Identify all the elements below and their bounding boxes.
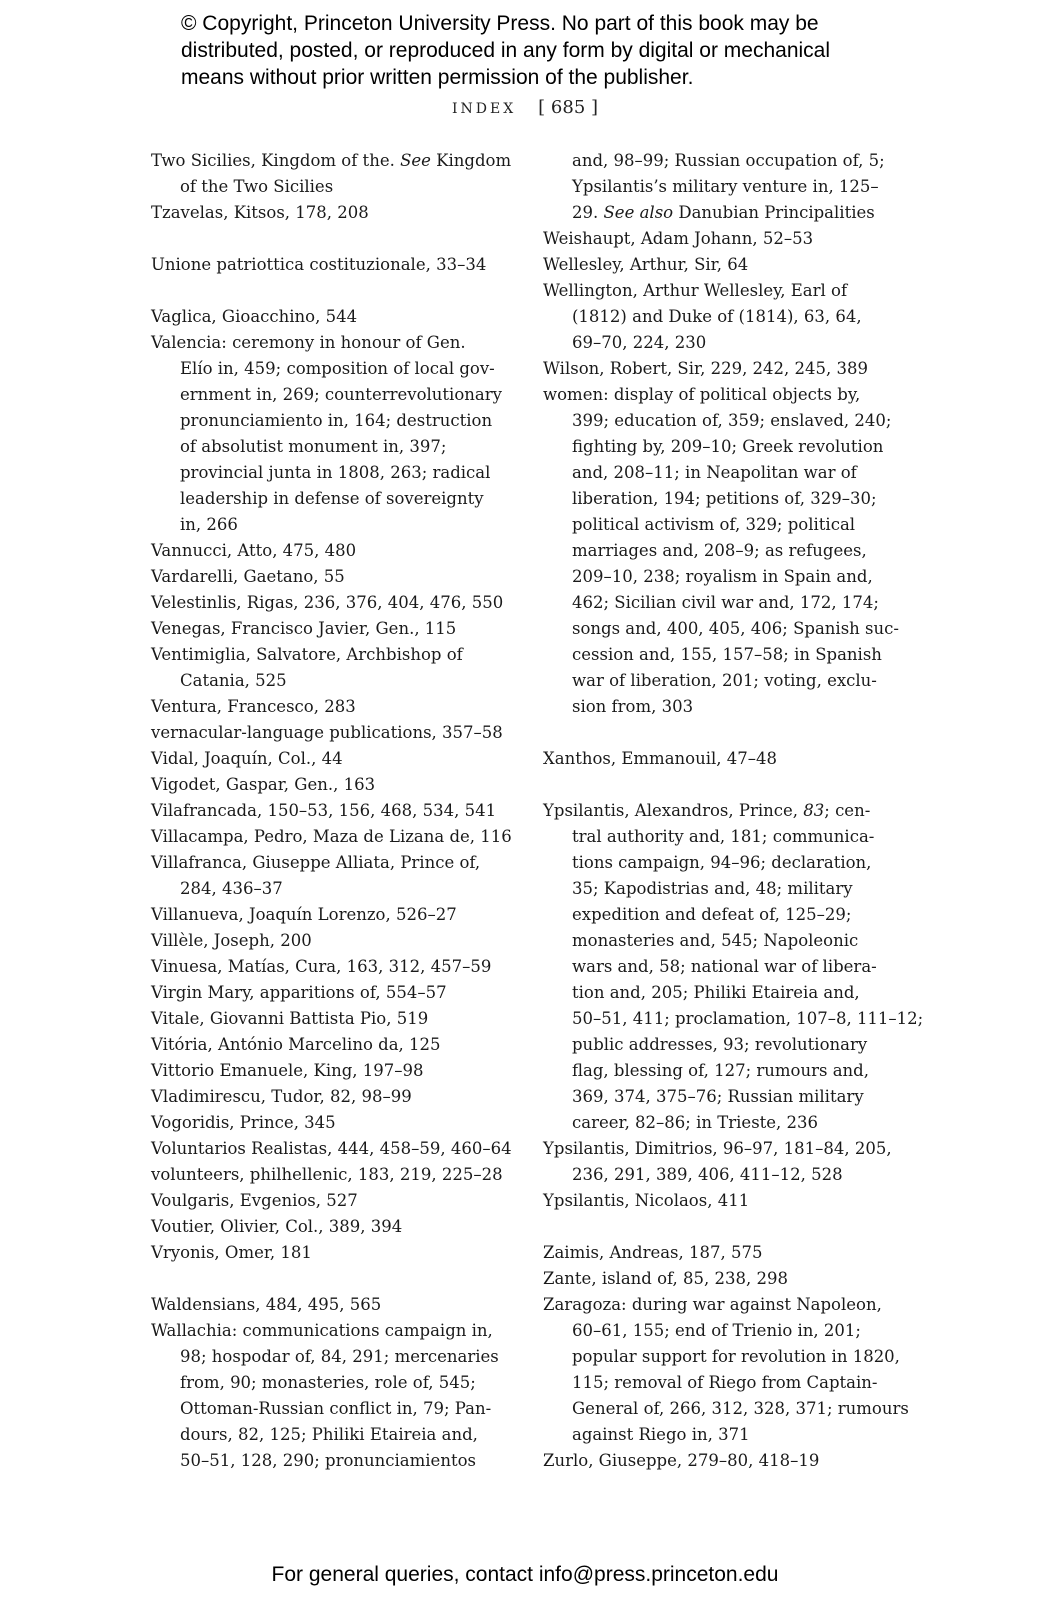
index-text: political activism of, 329; political — [572, 515, 856, 534]
index-text: Wellesley, Arthur, Sir, 64 — [543, 255, 749, 274]
index-subentry-line — [151, 1396, 511, 1422]
index-subentry-line — [543, 954, 903, 980]
index-text: in, 266 — [180, 515, 238, 534]
index-subentry-line — [543, 824, 903, 850]
running-head — [0, 97, 1050, 118]
index-text: Ventimiglia, Salvatore, Archbishop of — [151, 645, 463, 664]
index-subentry-line — [151, 1370, 511, 1396]
index-text: Venegas, Francisco Javier, Gen., 115 — [151, 619, 457, 638]
index-subentry-line — [151, 460, 511, 486]
index-subentry-line — [151, 1422, 511, 1448]
index-text: 209–10, 238; royalism in Spain and, — [572, 567, 873, 586]
index-text: Vigodet, Gaspar, Gen., 163 — [151, 775, 376, 794]
index-subentry-line — [543, 200, 903, 226]
index-subentry-line — [543, 980, 903, 1006]
index-subentry-line — [543, 538, 903, 564]
index-text: Vannucci, Atto, 475, 480 — [151, 541, 357, 560]
index-entry-line — [151, 746, 511, 772]
index-entry-line — [151, 720, 511, 746]
index-text: Vladimirescu, Tudor, 82, 98–99 — [151, 1087, 412, 1106]
index-text: Vogoridis, Prince, 345 — [151, 1113, 336, 1132]
index-text: 50–51, 128, 290; pronunciamientos — [180, 1451, 476, 1470]
footer-contact: For general queries, contact info@press.princeton.edu — [271, 1563, 779, 1586]
index-entry-line — [151, 1162, 511, 1188]
index-text: pronunciamiento in, 164; destruction — [180, 411, 493, 430]
index-text: Ventura, Francesco, 283 — [151, 697, 356, 716]
index-text: Ypsilantis, Alexandros, Prince, — [543, 801, 804, 820]
index-text: war of liberation, 201; voting, exclu- — [572, 671, 877, 690]
index-entry-line — [151, 1240, 511, 1266]
index-text: 369, 374, 375–76; Russian military — [572, 1087, 864, 1106]
index-text: Vidal, Joaquín, Col., 44 — [151, 749, 343, 768]
index-blank-line — [151, 278, 511, 304]
index-subentry-line — [543, 668, 903, 694]
index-text: flag, blessing of, 127; rumours and, — [572, 1061, 869, 1080]
index-text: Zaragoza: during war against Napoleon, — [543, 1295, 882, 1314]
index-entry-line — [151, 1084, 511, 1110]
index-text: career, 82–86; in Trieste, 236 — [572, 1113, 819, 1132]
index-subentry-line — [543, 1006, 924, 1032]
index-text: and, 208–11; in Neapolitan war of — [572, 463, 857, 482]
index-text: 236, 291, 389, 406, 411–12, 528 — [572, 1165, 843, 1184]
index-subentry-line — [543, 148, 903, 174]
index-text: tral authority and, 181; communica- — [572, 827, 875, 846]
index-italic-text: See — [400, 151, 431, 170]
index-text: Ypsilantis, Nicolaos, 411 — [543, 1191, 750, 1210]
index-text: Zurlo, Giuseppe, 279–80, 418–19 — [543, 1451, 820, 1470]
index-subentry-line — [543, 1344, 903, 1370]
index-text: of the Two Sicilies — [180, 177, 334, 196]
index-text: Wilson, Robert, Sir, 229, 242, 245, 389 — [543, 359, 869, 378]
index-text: expedition and defeat of, 125–29; — [572, 905, 852, 924]
index-entry-line — [151, 564, 511, 590]
index-text: 29. — [572, 203, 604, 222]
index-subentry-line — [151, 512, 511, 538]
index-text: tion and, 205; Philiki Etaireia and, — [572, 983, 860, 1002]
index-subentry-line — [543, 486, 903, 512]
index-entry-line — [543, 252, 903, 278]
index-entry-line — [543, 1136, 903, 1162]
index-entry-line — [151, 824, 511, 850]
index-entry-line — [151, 1058, 511, 1084]
index-entry-line — [543, 1240, 903, 1266]
index-entry-line — [151, 304, 511, 330]
index-text: General of, 266, 312, 328, 371; rumours — [572, 1399, 909, 1418]
index-entry-line — [543, 1266, 903, 1292]
index-entry-line — [543, 1188, 903, 1214]
index-text: Unione patriottica costituzionale, 33–34 — [151, 255, 487, 274]
index-entry-line — [151, 1292, 511, 1318]
index-subentry-line — [543, 902, 903, 928]
index-subentry-line — [543, 330, 903, 356]
index-text: public addresses, 93; revolutionary — [572, 1035, 868, 1054]
index-subentry-line — [151, 174, 511, 200]
index-entry-line — [543, 382, 903, 408]
index-text: 284, 436–37 — [180, 879, 283, 898]
index-entry-line — [151, 798, 511, 824]
index-text: Vittorio Emanuele, King, 197–98 — [151, 1061, 424, 1080]
index-text: Wallachia: communications campaign in, — [151, 1321, 493, 1340]
index-italic-text: See also — [603, 203, 674, 222]
index-blank-line — [151, 226, 511, 252]
page-number: [ 685 ] — [538, 97, 599, 118]
index-entry-line — [151, 252, 511, 278]
index-subentry-line — [543, 590, 903, 616]
index-subentry-line — [151, 434, 511, 460]
index-entry-line — [151, 616, 511, 642]
index-text: Zante, island of, 85, 238, 298 — [543, 1269, 789, 1288]
index-subentry-line — [543, 1396, 909, 1422]
index-text: Tzavelas, Kitsos, 178, 208 — [151, 203, 369, 222]
index-text: Villacampa, Pedro, Maza de Lizana de, 116 — [151, 827, 512, 846]
copyright-line: means without prior written permission of the publisher. — [181, 66, 694, 89]
index-subentry-line — [543, 928, 903, 954]
index-text: Elío in, 459; composition of local gov- — [180, 359, 495, 378]
index-subentry-line — [543, 1058, 903, 1084]
index-text: Villanueva, Joaquín Lorenzo, 526–27 — [151, 905, 457, 924]
index-text: (1812) and Duke of (1814), 63, 64, — [572, 307, 862, 326]
index-text: Vaglica, Gioacchino, 544 — [151, 307, 358, 326]
index-text: Ottoman-Russian conflict in, 79; Pan- — [180, 1399, 492, 1418]
index-entry-line — [151, 902, 511, 928]
index-text: Villafranca, Giuseppe Alliata, Prince of, — [151, 853, 481, 872]
copyright-line: distributed, posted, or reproduced in any form by digital or mechanical — [181, 39, 831, 62]
index-text: leadership in defense of sovereignty — [180, 489, 484, 508]
index-text: Velestinlis, Rigas, 236, 376, 404, 476, 550 — [151, 593, 504, 612]
index-subentry-line — [543, 876, 903, 902]
index-subentry-line — [543, 1318, 903, 1344]
index-subentry-line — [543, 642, 903, 668]
index-column-right — [543, 148, 924, 1474]
index-text: dours, 82, 125; Philiki Etaireia and, — [180, 1425, 478, 1444]
index-entry-line — [151, 1006, 511, 1032]
index-entry-line — [151, 1318, 511, 1344]
index-subentry-line — [151, 382, 511, 408]
index-text: Wellington, Arthur Wellesley, Earl of — [543, 281, 848, 300]
running-head-label: INDEX — [451, 101, 517, 117]
index-subentry-line — [151, 876, 511, 902]
index-subentry-line — [543, 1084, 903, 1110]
index-text: Weishaupt, Adam Johann, 52–53 — [543, 229, 814, 248]
index-text: 115; removal of Riego from Captain- — [572, 1373, 878, 1392]
index-text: tions campaign, 94–96; declaration, — [572, 853, 872, 872]
index-text: 69–70, 224, 230 — [572, 333, 707, 352]
index-entry-line — [151, 1032, 511, 1058]
index-entry-line — [543, 746, 903, 772]
index-entry-line — [151, 850, 511, 876]
index-subentry-line — [543, 174, 903, 200]
index-subentry-line — [543, 1422, 903, 1448]
index-text: Vryonis, Omer, 181 — [151, 1243, 312, 1262]
index-subentry-line — [543, 564, 903, 590]
index-text: cession and, 155, 157–58; in Spanish — [572, 645, 882, 664]
index-entry-line — [151, 590, 511, 616]
index-entry-line — [151, 772, 511, 798]
index-entry-line — [151, 1188, 511, 1214]
copyright-line: © Copyright, Princeton University Press. No part of this book may be — [181, 12, 819, 35]
index-text: provincial junta in 1808, 263; radical — [180, 463, 491, 482]
index-entry-line — [543, 798, 903, 824]
index-subentry-line — [151, 1448, 511, 1474]
index-text: Vitória, António Marcelino da, 125 — [151, 1035, 441, 1054]
index-text: Zaimis, Andreas, 187, 575 — [543, 1243, 763, 1262]
index-blank-line — [543, 720, 903, 746]
index-text: Vinuesa, Matías, Cura, 163, 312, 457–59 — [151, 957, 492, 976]
index-text: 399; education of, 359; enslaved, 240; — [572, 411, 892, 430]
index-entry-line — [543, 1292, 903, 1318]
index-text: Xanthos, Emmanouil, 47–48 — [543, 749, 778, 768]
index-entry-line — [151, 928, 511, 954]
index-entry-line — [151, 330, 511, 356]
index-text: Voluntarios Realistas, 444, 458–59, 460–64 — [151, 1139, 512, 1158]
index-entry-line — [151, 148, 511, 174]
index-entry-line — [543, 278, 903, 304]
index-text: Vardarelli, Gaetano, 55 — [151, 567, 345, 586]
index-text: Danubian Principalities — [673, 203, 875, 222]
index-text: 35; Kapodistrias and, 48; military — [572, 879, 853, 898]
index-subentry-line — [151, 356, 511, 382]
index-text: of absolutist monument in, 397; — [180, 437, 447, 456]
index-text: monasteries and, 545; Napoleonic — [572, 931, 859, 950]
index-subentry-line — [151, 668, 511, 694]
index-text: Virgin Mary, apparitions of, 554–57 — [151, 983, 447, 1002]
index-subentry-line — [543, 850, 903, 876]
index-subentry-line — [151, 486, 511, 512]
index-text: popular support for revolution in 1820, — [572, 1347, 900, 1366]
index-entry-line — [543, 356, 903, 382]
index-subentry-line — [543, 694, 903, 720]
index-entry-line — [151, 1136, 511, 1162]
index-entry-line — [151, 694, 511, 720]
index-text: Vilafrancada, 150–53, 156, 468, 534, 541 — [151, 801, 497, 820]
index-text: sion from, 303 — [572, 697, 694, 716]
index-blank-line — [543, 1214, 903, 1240]
index-text: Voulgaris, Evgenios, 527 — [151, 1191, 358, 1210]
index-entry-line — [151, 954, 511, 980]
index-text: songs and, 400, 405, 406; Spanish suc- — [572, 619, 899, 638]
index-subentry-line — [543, 1162, 903, 1188]
index-text: 50–51, 411; proclamation, 107–8, 111–12; — [572, 1009, 924, 1028]
index-subentry-line — [543, 460, 903, 486]
index-text: and, 98–99; Russian occupation of, 5; — [572, 151, 885, 170]
index-subentry-line — [151, 408, 511, 434]
index-subentry-line — [543, 1110, 903, 1136]
index-text: 462; Sicilian civil war and, 172, 174; — [572, 593, 879, 612]
index-text: women: display of political objects by, — [543, 385, 861, 404]
index-subentry-line — [543, 1370, 903, 1396]
index-subentry-line — [543, 408, 903, 434]
index-text: against Riego in, 371 — [572, 1425, 750, 1444]
index-text: Voutier, Olivier, Col., 389, 394 — [151, 1217, 403, 1236]
index-entry-line — [151, 200, 511, 226]
index-text: Villèle, Joseph, 200 — [151, 931, 312, 950]
index-text: liberation, 194; petitions of, 329–30; — [572, 489, 877, 508]
index-text: Ypsilantis, Dimitrios, 96–97, 181–84, 205, — [543, 1139, 892, 1158]
index-entry-line — [151, 980, 511, 1006]
index-text: marriages and, 208–9; as refugees, — [572, 541, 867, 560]
index-subentry-line — [543, 304, 903, 330]
index-text: ernment in, 269; counterrevolutionary — [180, 385, 502, 404]
index-text: fighting by, 209–10; Greek revolution — [572, 437, 884, 456]
index-blank-line — [543, 772, 903, 798]
index-text: 60–61, 155; end of Trienio in, 201; — [572, 1321, 861, 1340]
index-entry-line — [543, 226, 903, 252]
index-subentry-line — [543, 616, 903, 642]
index-text: ; cen- — [824, 801, 871, 820]
index-text: Valencia: ceremony in honour of Gen. — [151, 333, 466, 352]
index-subentry-line — [151, 1344, 511, 1370]
copyright-notice — [181, 10, 901, 91]
index-text: 98; hospodar of, 84, 291; mercenaries — [180, 1347, 499, 1366]
index-text: Ypsilantis’s military venture in, 125– — [572, 177, 879, 196]
index-column-left — [151, 148, 511, 1474]
index-entry-line — [151, 1214, 511, 1240]
index-italic-text: 83 — [803, 801, 825, 820]
index-subentry-line — [543, 1032, 903, 1058]
index-text: Two Sicilies, Kingdom of the. — [151, 151, 401, 170]
index-text: vernacular-language publications, 357–58 — [151, 723, 503, 742]
index-text: Vitale, Giovanni Battista Pio, 519 — [151, 1009, 429, 1028]
index-text: Waldensians, 484, 495, 565 — [151, 1295, 382, 1314]
index-entry-line — [151, 642, 511, 668]
index-subentry-line — [543, 512, 903, 538]
index-text: Kingdom — [430, 151, 512, 170]
index-entry-line — [151, 1110, 511, 1136]
index-blank-line — [151, 1266, 511, 1292]
index-text: from, 90; monasteries, role of, 545; — [180, 1373, 476, 1392]
index-text: Catania, 525 — [180, 671, 287, 690]
index-text: wars and, 58; national war of libera- — [572, 957, 877, 976]
index-text: volunteers, philhellenic, 183, 219, 225–28 — [151, 1165, 503, 1184]
index-subentry-line — [543, 434, 903, 460]
index-entry-line — [543, 1448, 903, 1474]
index-entry-line — [151, 538, 511, 564]
